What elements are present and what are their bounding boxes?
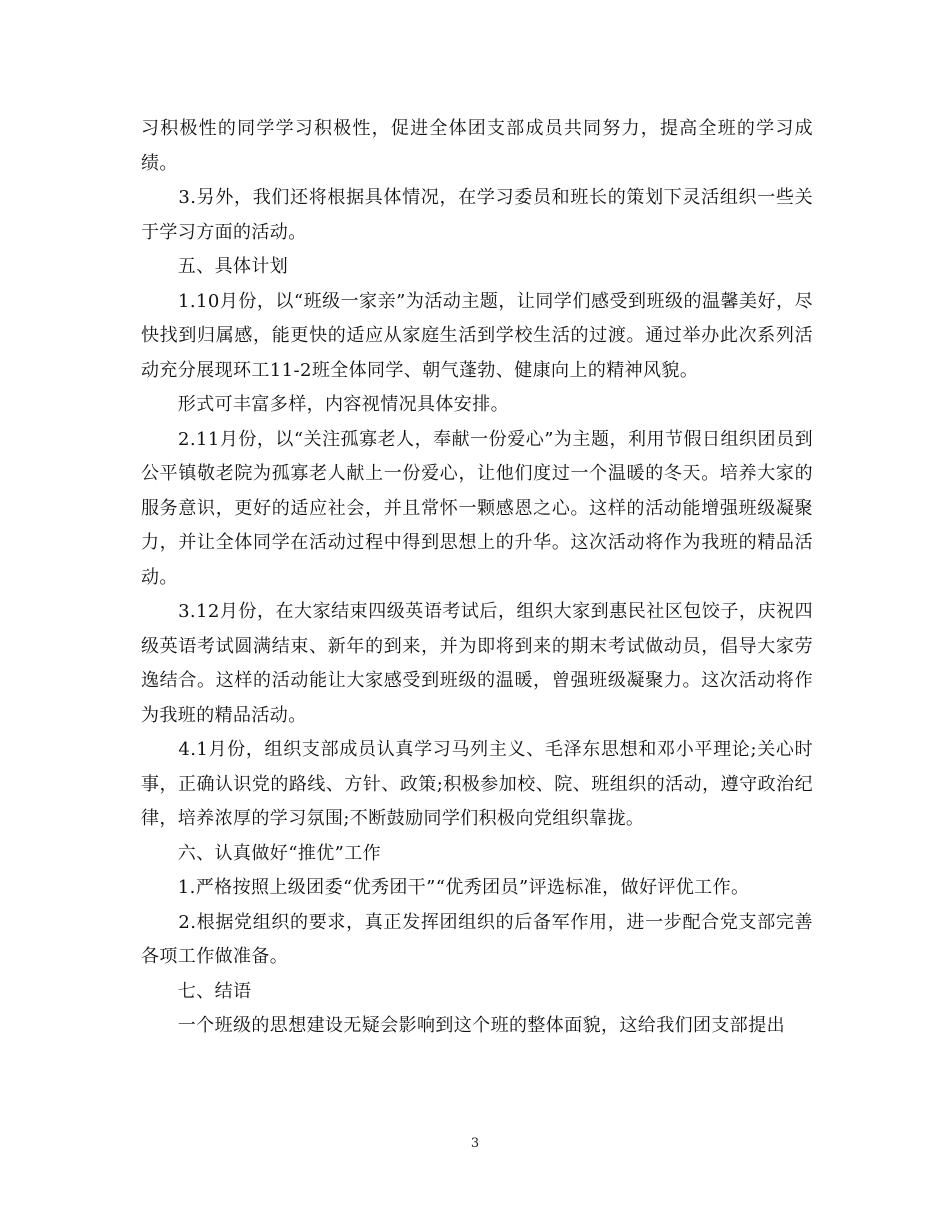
section-heading-six: 六、认真做好“推优”工作 [141,842,382,864]
paragraph-conclusion: 一个班级的思想建设无疑会影响到这个班的整体面貌，这给我们团支部提出 [141,1015,785,1036]
section-heading-seven: 七、结语 [141,980,252,1002]
paragraph-1: 习积极性的同学学习积极性，促进全体团支部成员共同努力，提高全班的学习成绩。 [141,118,813,174]
paragraph-october: 1.10月份，以“班级一家亲”为活动主题，让同学们感受到班级的温馨美好，尽快找到归属感，能更快的适应从家庭生活到学校生活的过渡。通过举办此次系列活动充分展现环工11-2班全体同学、朝气蓬勃、健康向上的精神风貌。 [141,290,813,381]
paragraph-january: 4.1月份，组织支部成员认真学习马列主义、毛泽东思想和邓小平理论;关心时事，正确认识党的路线、方针、政策;积极参加校、院、班组织的活动，遵守政治纪律，培养浓厚的学习氛围;不断鼓励同学们积极向党组织靠拢。 [141,739,813,829]
paragraph-2: 3.另外，我们还将根据具体情况，在学习委员和班长的策划下灵活组织一些关于学习方面的活动。 [141,187,813,243]
paragraph-selection-standard: 1.严格按照上级团委“优秀团干”“优秀团员”评选标准，做好评优工作。 [141,877,750,898]
document-body [141,112,813,1044]
paragraph-december: 3.12月份，在大家结束四级英语考试后，组织大家到惠民社区包饺子，庆祝四级英语考试圆满结束、新年的到来，并为即将到来的期末考试做动员，倡导大家劳逸结合。这样的活动能让大家感受到班级的温暖，曾强班级凝聚力。这次活动将作为我班的精品活动。 [141,601,813,726]
paragraph-november: 2.11月份，以“关注孤寡老人，奉献一份爱心”为主题，利用节假日组织团员到公平镇敬老院为孤寡老人献上一份爱心，让他们度过一个温暖的冬天。培养大家的服务意识，更好的适应社会，并且常怀一颗感恩之心。这样的活动能增强班级凝聚力，并让全体同学在活动过程中得到思想上的升华。这次活动将作为我班的精品活动。 [141,428,813,588]
page-number: 3 [470,1136,480,1151]
paragraph-format: 形式可丰富多样，内容视情况具体安排。 [141,394,509,415]
section-heading-five: 五、具体计划 [141,256,289,277]
paragraph-party-requirements: 2.根据党组织的要求，真正发挥团组织的后备军作用，进一步配合党支部完善各项工作做准备。 [141,911,813,967]
